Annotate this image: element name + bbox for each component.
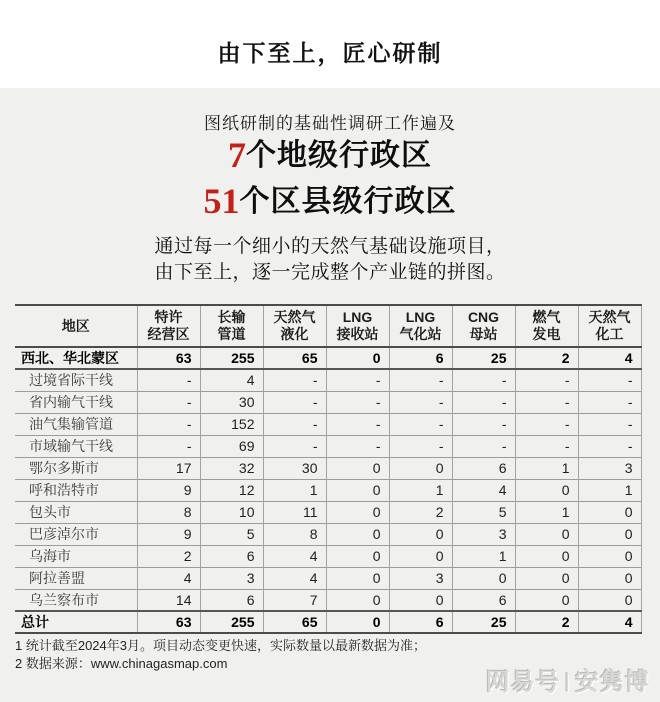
cell-value: 5 [452, 501, 515, 523]
cell-value: 6 [452, 457, 515, 479]
title-banner [0, 0, 660, 88]
row-label: 乌兰察布市 [29, 591, 99, 608]
table-row [15, 479, 641, 501]
cell-value: 9 [137, 479, 200, 501]
table-row [15, 413, 641, 435]
table-row [15, 347, 641, 369]
cell-value: - [389, 413, 452, 435]
cell-value: - [515, 391, 578, 413]
cell-value: 3 [452, 523, 515, 545]
cell-value: 0 [515, 523, 578, 545]
cell-value: 25 [452, 611, 515, 633]
cell-value: 32 [200, 457, 263, 479]
cell-value: 0 [326, 567, 389, 589]
cell-value: 1 [263, 479, 326, 501]
table-row [15, 391, 641, 413]
stat-number-county: 51 [203, 181, 240, 221]
row-label: 总计 [21, 614, 49, 630]
cell-value: 1 [578, 479, 641, 501]
intro-paragraph-line1: 通过每一个细小的天然气基础设施项目， [154, 236, 506, 257]
cell-value: 63 [137, 611, 200, 633]
cell-value: 2 [389, 501, 452, 523]
cell-value: 4 [578, 347, 641, 369]
cell-value: 25 [452, 347, 515, 369]
cell-value: 0 [389, 589, 452, 611]
table-row [15, 611, 641, 633]
cell-value: 4 [200, 369, 263, 391]
footnote-1: 1 统计截至2024年3月。项目动态变更快速，实际数量以最新数据为准； [15, 638, 426, 653]
cell-value: 0 [578, 589, 641, 611]
cell-value: 6 [200, 589, 263, 611]
cell-value: 2 [137, 545, 200, 567]
cell-value: - [263, 435, 326, 457]
cell-value: 17 [137, 457, 200, 479]
cell-value: 0 [326, 611, 389, 633]
cell-value: - [578, 413, 641, 435]
cell-value: 0 [326, 589, 389, 611]
cell-value: 10 [200, 501, 263, 523]
cell-value: - [452, 413, 515, 435]
row-label: 包头市 [29, 504, 71, 520]
cell-value: - [137, 391, 200, 413]
row-label: 呼和浩特市 [29, 482, 99, 498]
cell-value: 2 [515, 611, 578, 633]
row-label: 油气集输管道 [29, 416, 113, 432]
cell-value: 1 [515, 501, 578, 523]
row-label: 乌海市 [29, 548, 71, 564]
intro-section [0, 88, 660, 286]
cell-value: 255 [200, 347, 263, 369]
column-header: LNG 接收站 [326, 305, 389, 347]
intro-paragraph [0, 234, 660, 286]
column-header: 天然气 化工 [578, 305, 641, 347]
watermark-platform: 网易号 [485, 669, 561, 696]
table-row [15, 523, 641, 545]
column-header: CNG 母站 [452, 305, 515, 347]
row-label: 过境省际干线 [29, 372, 113, 389]
cell-value: 6 [452, 589, 515, 611]
cell-value: - [326, 369, 389, 391]
cell-value: 8 [263, 523, 326, 545]
cell-value: 152 [200, 413, 263, 435]
table-row [15, 589, 641, 611]
table-row [15, 369, 641, 391]
cell-value: - [389, 391, 452, 413]
cell-value: 0 [326, 457, 389, 479]
cell-value: 0 [389, 523, 452, 545]
cell-value: - [137, 413, 200, 435]
cell-value: - [389, 435, 452, 457]
cell-value: - [326, 435, 389, 457]
row-label: 阿拉善盟 [29, 570, 85, 586]
stat-number-prefecture: 7 [228, 135, 246, 175]
cell-value: 3 [200, 567, 263, 589]
column-header: LNG 气化站 [389, 305, 452, 347]
cell-value: 65 [263, 347, 326, 369]
cell-value: - [326, 391, 389, 413]
footnote-2: 2 数据来源：www.chinagasmap.com [15, 656, 228, 671]
cell-value: 0 [515, 479, 578, 501]
column-header: 长输 管道 [200, 305, 263, 347]
cell-value: 30 [200, 391, 263, 413]
cell-value: 0 [578, 545, 641, 567]
table-row [15, 435, 641, 457]
cell-value: - [326, 413, 389, 435]
cell-value: 7 [263, 589, 326, 611]
cell-value: 4 [263, 545, 326, 567]
stat-label-prefecture: 个地级行政区 [246, 139, 432, 172]
table-body [15, 347, 641, 633]
cell-value: - [578, 435, 641, 457]
cell-value: 0 [515, 567, 578, 589]
cell-value: 30 [263, 457, 326, 479]
cell-value: 0 [515, 545, 578, 567]
cell-value: 1 [515, 457, 578, 479]
table-row [15, 567, 641, 589]
watermark-author: 安隽博 [575, 669, 650, 696]
infrastructure-table [15, 304, 642, 634]
cell-value: 4 [578, 611, 641, 633]
cell-value: 12 [200, 479, 263, 501]
cell-value: - [452, 369, 515, 391]
cell-value: 0 [515, 589, 578, 611]
cell-value: 0 [578, 567, 641, 589]
cell-value: 11 [263, 501, 326, 523]
column-header: 天然气 液化 [263, 305, 326, 347]
cell-value: 3 [389, 567, 452, 589]
cell-value: - [578, 391, 641, 413]
cell-value: - [137, 369, 200, 391]
cell-value: - [137, 435, 200, 457]
row-label: 巴彦淖尔市 [29, 526, 99, 542]
cell-value: - [263, 413, 326, 435]
cell-value: 0 [326, 523, 389, 545]
intro-lead-text: 图纸研制的基础性调研工作遍及 [204, 114, 456, 133]
cell-value: 0 [578, 523, 641, 545]
cell-value: 0 [326, 479, 389, 501]
cell-value: 3 [578, 457, 641, 479]
cell-value: 0 [326, 545, 389, 567]
cell-value: 4 [452, 479, 515, 501]
cell-value: 9 [137, 523, 200, 545]
page-title: 由下至上，匠心研制 [217, 39, 443, 66]
cell-value: - [263, 369, 326, 391]
cell-value: 14 [137, 589, 200, 611]
publisher-watermark [486, 662, 650, 697]
cell-value: - [515, 435, 578, 457]
stat-line-prefecture [0, 136, 660, 180]
cell-value: - [263, 391, 326, 413]
cell-value: 4 [137, 567, 200, 589]
column-header: 燃气 发电 [515, 305, 578, 347]
cell-value: 6 [200, 545, 263, 567]
cell-value: 8 [137, 501, 200, 523]
table-row [15, 545, 641, 567]
cell-value: - [515, 369, 578, 391]
cell-value: - [578, 369, 641, 391]
cell-value: - [452, 435, 515, 457]
watermark-divider: | [564, 671, 571, 693]
cell-value: 255 [200, 611, 263, 633]
cell-value: - [389, 369, 452, 391]
column-header: 地区 [61, 317, 90, 334]
stat-label-county: 个区县级行政区 [239, 185, 457, 218]
cell-value: 2 [515, 347, 578, 369]
cell-value: 0 [578, 501, 641, 523]
table-row [15, 501, 641, 523]
cell-value: 65 [263, 611, 326, 633]
cell-value: - [452, 391, 515, 413]
column-header: 特许 经营区 [137, 305, 200, 347]
cell-value: 0 [326, 347, 389, 369]
row-label: 市域输气干线 [29, 438, 113, 454]
cell-value: 63 [137, 347, 200, 369]
cell-value: 6 [389, 611, 452, 633]
intro-paragraph-line2: 由下至上，逐一完成整个产业链的拼图。 [154, 262, 506, 283]
cell-value: 1 [452, 545, 515, 567]
row-label: 省内输气干线 [29, 394, 113, 410]
row-label: 鄂尔多斯市 [29, 460, 99, 476]
table-row [15, 457, 641, 479]
table-header [15, 305, 641, 347]
cell-value: 5 [200, 523, 263, 545]
cell-value: 69 [200, 435, 263, 457]
cell-value: 0 [326, 501, 389, 523]
cell-value: - [515, 413, 578, 435]
cell-value: 0 [389, 457, 452, 479]
stat-line-county [0, 182, 660, 226]
cell-value: 6 [389, 347, 452, 369]
row-label: 西北、华北蒙区 [21, 350, 119, 366]
cell-value: 0 [452, 567, 515, 589]
table-header-row [15, 305, 641, 347]
cell-value: 1 [389, 479, 452, 501]
cell-value: 0 [389, 545, 452, 567]
cell-value: 4 [263, 567, 326, 589]
